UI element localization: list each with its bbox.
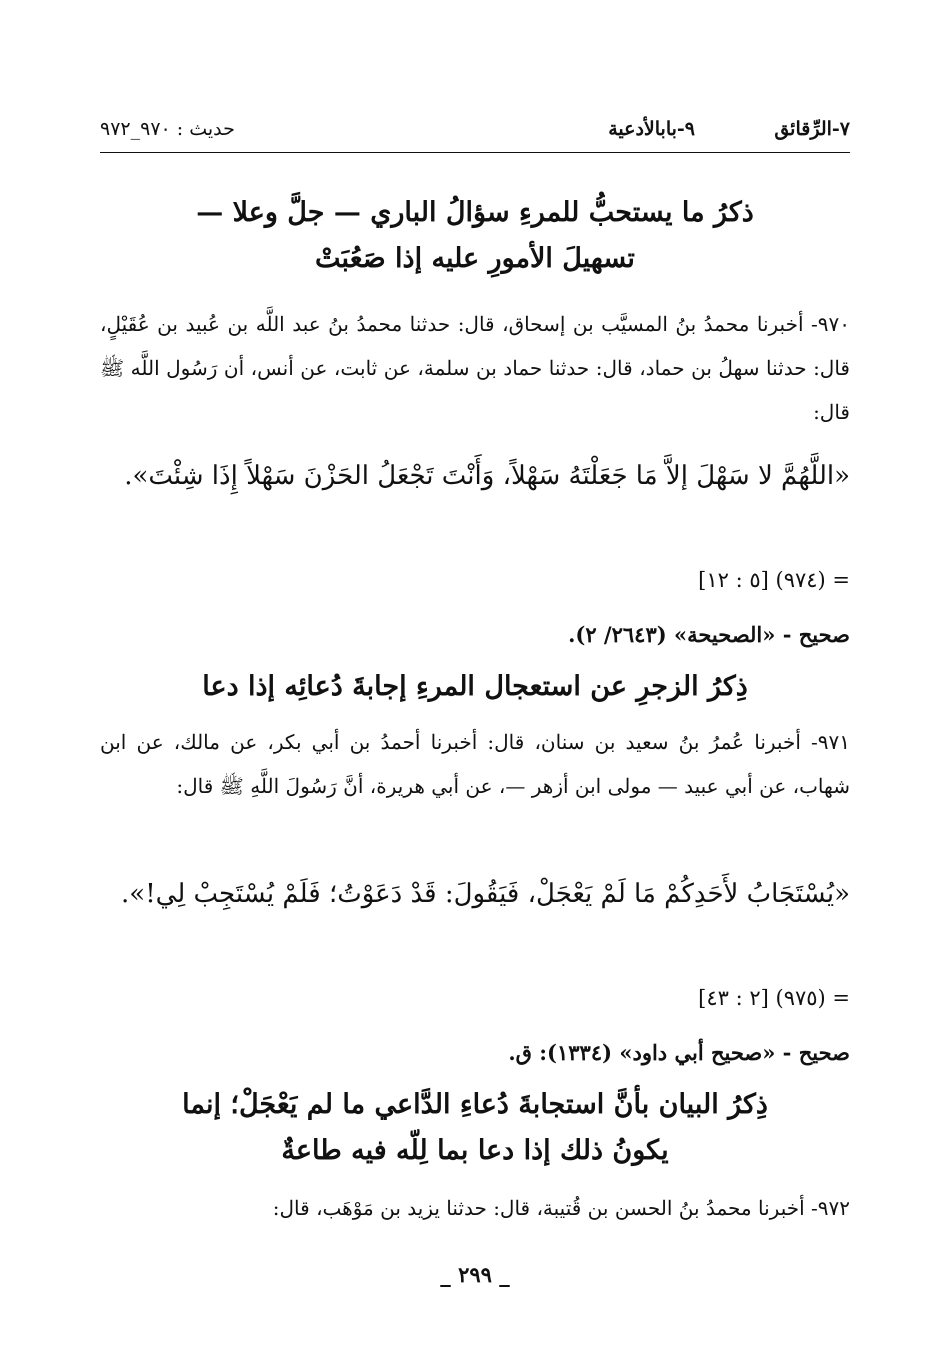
hadith-971-isnad: ٩٧١- أخبرنا عُمرُ بنُ سعيد بن سنان، قال: أخبرنا أحمدُ بن أبي بكر، عن مالك، عن ابن شهاب، عن أبي عبيد — مولى ابن أزهر —، عن أبي هريرة، أنَّ رَسُولَ اللَّهِ ﷺ قال:	[100, 730, 850, 798]
section-title: ٩-بابالأدعية	[608, 118, 695, 140]
hadith-971-reference: = (٩٧٥) [٢ : ٤٣]	[698, 986, 850, 1010]
title-line: ذِكرُ البيان بأنَّ استجابةَ دُعاءِ الدَّاعي ما لم يَعْجَلْ؛ إنما	[182, 1089, 768, 1120]
hadith-970-matn: «اللَّهُمَّ لا سَهْلَ إلاَّ مَا جَعَلْتَهُ سَهْلاً، وَأَنْتَ تَجْعَلُ الحَزْنَ سَهْلاً إِذَا شِئْتَ».	[124, 461, 850, 491]
hadith-972-isnad: ٩٧٢- أخبرنا محمدُ بنُ الحسن بن قُتيبة، قال: حدثنا يزيد بن مَوْهَب، قال:	[272, 1196, 850, 1220]
title-line: ذكرُ ما يستحبُّ للمرءِ سؤالُ الباري — جلَّ وعلا —	[196, 197, 754, 228]
page-number: _ ٢٩٩ _	[440, 1262, 510, 1287]
hadith-971-matn: «يُسْتَجَابُ لأَحَدِكُمْ مَا لَمْ يَعْجَلْ، فَيَقُولَ: قَدْ دَعَوْتُ؛ فَلَمْ يُسْتَجِبْ لِي!».	[121, 879, 850, 909]
title-line: ذِكرُ الزجرِ عن استعجال المرءِ إجابةَ دُعائِه إذا دعا	[202, 671, 748, 702]
section-1-title	[100, 190, 850, 282]
title-line: تسهيلَ الأمورِ عليه إذا صَعُبَتْ	[315, 243, 635, 274]
section-3-title	[100, 1082, 850, 1174]
chapter-title: ٧-الرِّقائق	[774, 118, 850, 140]
hadith-range: حديث : ٩٧٠_٩٧٢	[100, 118, 235, 140]
header-rule	[100, 152, 850, 153]
hadith-970-isnad: ٩٧٠- أخبرنا محمدُ بنُ المسيَّب بن إسحاق، قال: حدثنا محمدُ بنُ عبد اللَّه بن عُبيد بن عُقَيْلٍ، قال: حدثنا سهلُ بن حماد، قال: حدثنا حماد بن سلمة، عن ثابت، عن أنس، أن رَسُول اللَّه ﷺ قال:	[100, 312, 850, 424]
running-header	[100, 118, 850, 148]
hadith-971-grade: صحيح - «صحيح أبي داود» (١٣٣٤): ق.	[508, 1040, 850, 1065]
title-line: يكونُ ذلك إذا دعا بما لِلّه فيه طاعةٌ	[281, 1135, 669, 1166]
book-page	[100, 0, 850, 1370]
section-2-title	[100, 664, 850, 710]
hadith-970-grade: صحيح - «الصحيحة» (٢٦٤٣/ ٢).	[568, 622, 850, 647]
hadith-970-reference: = (٩٧٤) [٥ : ١٢]	[698, 568, 850, 592]
